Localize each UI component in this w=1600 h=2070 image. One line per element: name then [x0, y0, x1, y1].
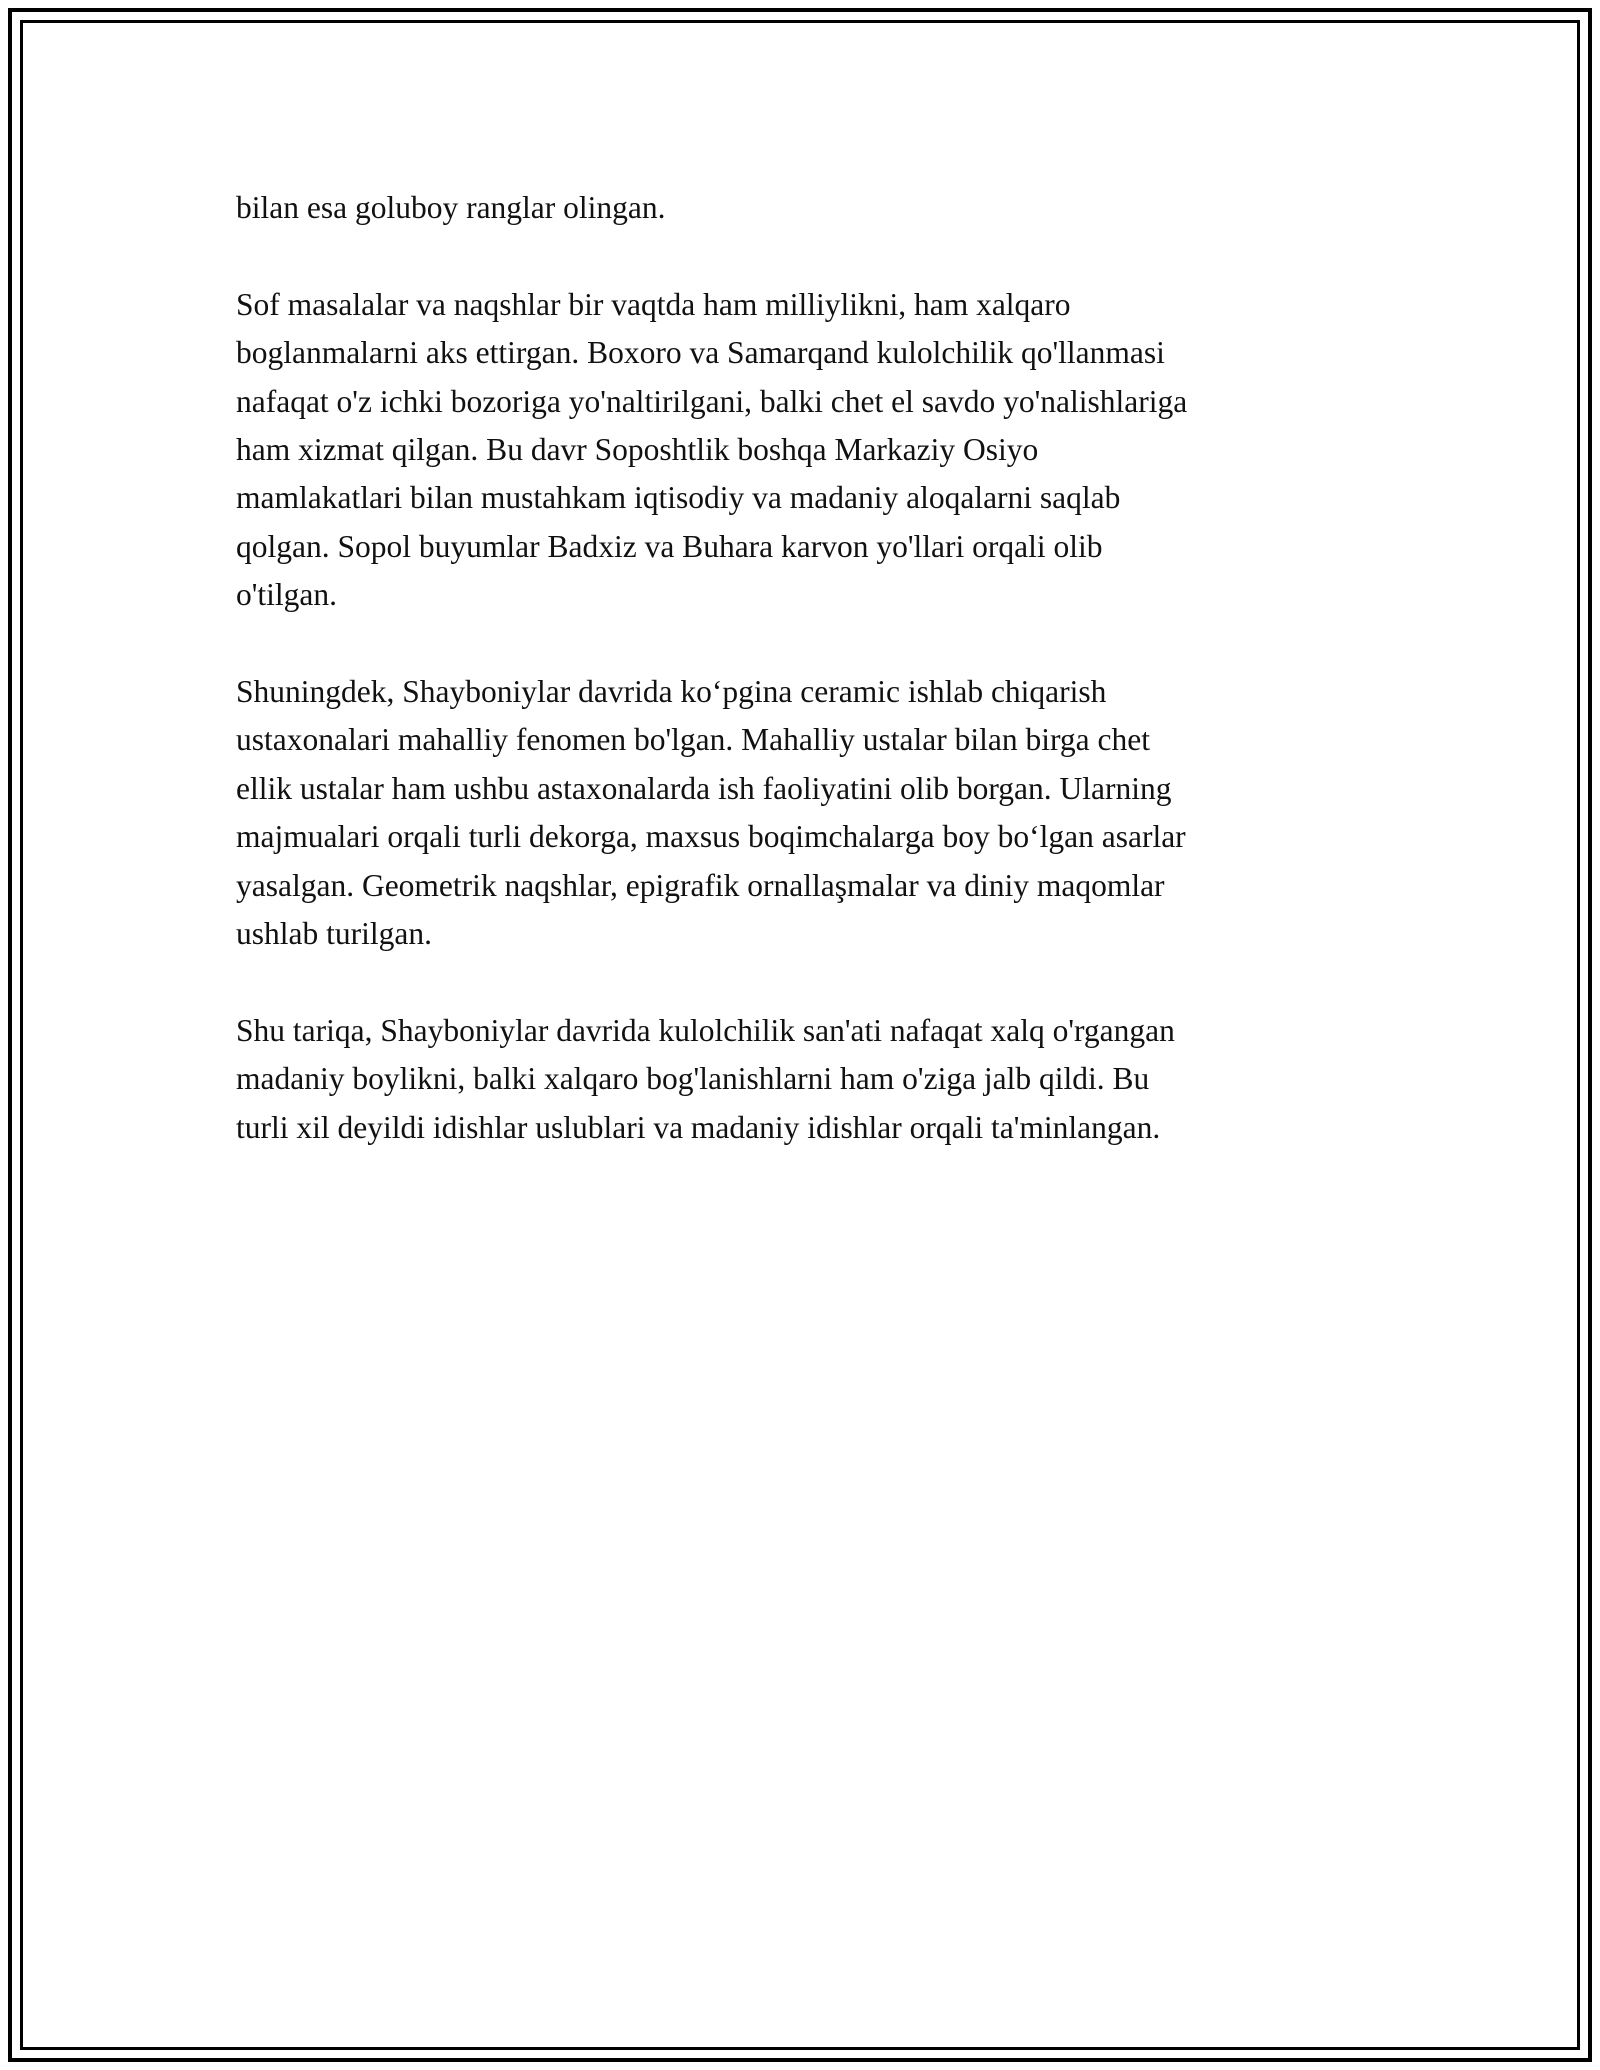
document-body — [236, 184, 1366, 1200]
paragraph-4: Shu tariqa, Shayboniylar davrida kulolchilik san'ati nafaqat xalq o'rgangan madaniy boylikni, balki xalqaro bog'lanishlarni ham o'ziga jalb qildi. Bu turli xil deyildi idishlar uslublari va madaniy idishlar orqali ta'minlangan. — [236, 1012, 1175, 1145]
paragraph-1: bilan esa goluboy ranglar olingan. — [236, 190, 666, 225]
paragraph-3: Shuningdek, Shayboniylar davrida ko‘pgina ceramic ishlab chiqarish ustaxonalari mahalliy fenomen bo'lgan. Mahalliy ustalar bilan birga chet ellik ustalar ham ushbu astaxonalarda ish faoliyatini olib borgan. Ularning majmualari orqali turli dekorga, maxsus boqimchalarga boy bo‘lgan asarlar yasalgan. Geometrik naqshlar, epigrafik ornallaşmalar va diniy maqomlar ushlab turilgan. — [236, 674, 1186, 952]
paragraph-2: Sof masalalar va naqshlar bir vaqtda ham milliylikni, ham xalqaro boglanmalarni aks ettirgan. Boxoro va Samarqand kulolchilik qo'llanmasi nafaqat o'z ichki bozoriga yo'naltirilgani, balki chet el savdo yo'nalishlariga ham xizmat qilgan. Bu davr Soposhtlik boshqa Markaziy Osiyo mamlakatlari bilan mustahkam iqtisodiy va madaniy aloqalarni saqlab qolgan. Sopol buyumlar Badxiz va Buhara karvon yo'llari orqali olib o'tilgan. — [236, 286, 1188, 613]
